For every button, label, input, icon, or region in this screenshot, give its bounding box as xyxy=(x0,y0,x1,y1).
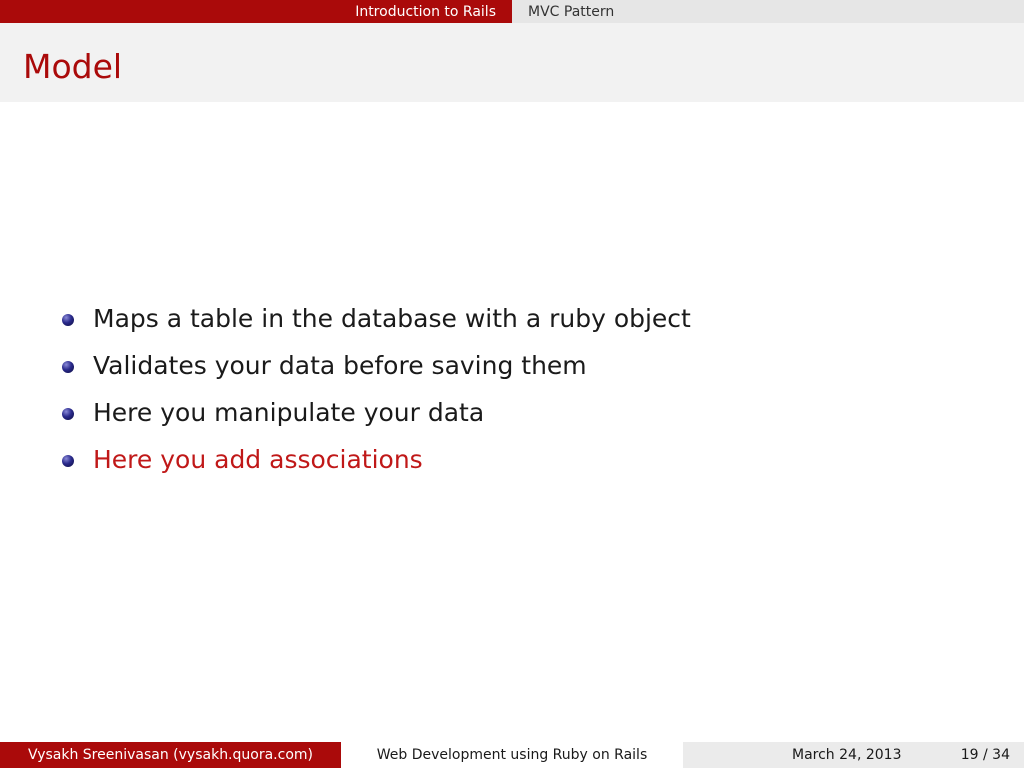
list-item xyxy=(60,350,691,397)
bullet-ball-icon xyxy=(62,408,74,420)
list-item-text: Validates your data before saving them xyxy=(93,351,587,380)
list-item-text: Here you add associations xyxy=(93,445,423,474)
list-item xyxy=(60,303,691,350)
bullet-list xyxy=(60,303,691,491)
frame-title-bar xyxy=(0,23,1024,102)
subsection-nav-panel xyxy=(512,0,1024,23)
footer-bar xyxy=(0,742,1024,768)
section-nav-panel xyxy=(0,0,512,23)
nav-section-link[interactable]: Introduction to Rails xyxy=(355,4,496,20)
list-item-highlighted xyxy=(60,444,691,491)
bullet-ball-icon xyxy=(62,314,74,326)
footer-author: Vysakh Sreenivasan (vysakh.quora.com) xyxy=(28,747,313,763)
list-item xyxy=(60,397,691,444)
top-navigation-bar xyxy=(0,0,1024,23)
footer-date: March 24, 2013 xyxy=(792,747,902,763)
list-item-text: Maps a table in the database with a ruby object xyxy=(93,304,691,333)
footer-page-number: 19 / 34 xyxy=(960,747,1010,763)
footer-title: Web Development using Ruby on Rails xyxy=(376,747,648,763)
bullet-ball-icon xyxy=(62,361,74,373)
nav-subsection-link[interactable]: MVC Pattern xyxy=(528,4,615,20)
list-item-text: Here you manipulate your data xyxy=(93,398,485,427)
frame-title: Model xyxy=(23,47,123,86)
bullet-ball-icon xyxy=(62,455,74,467)
